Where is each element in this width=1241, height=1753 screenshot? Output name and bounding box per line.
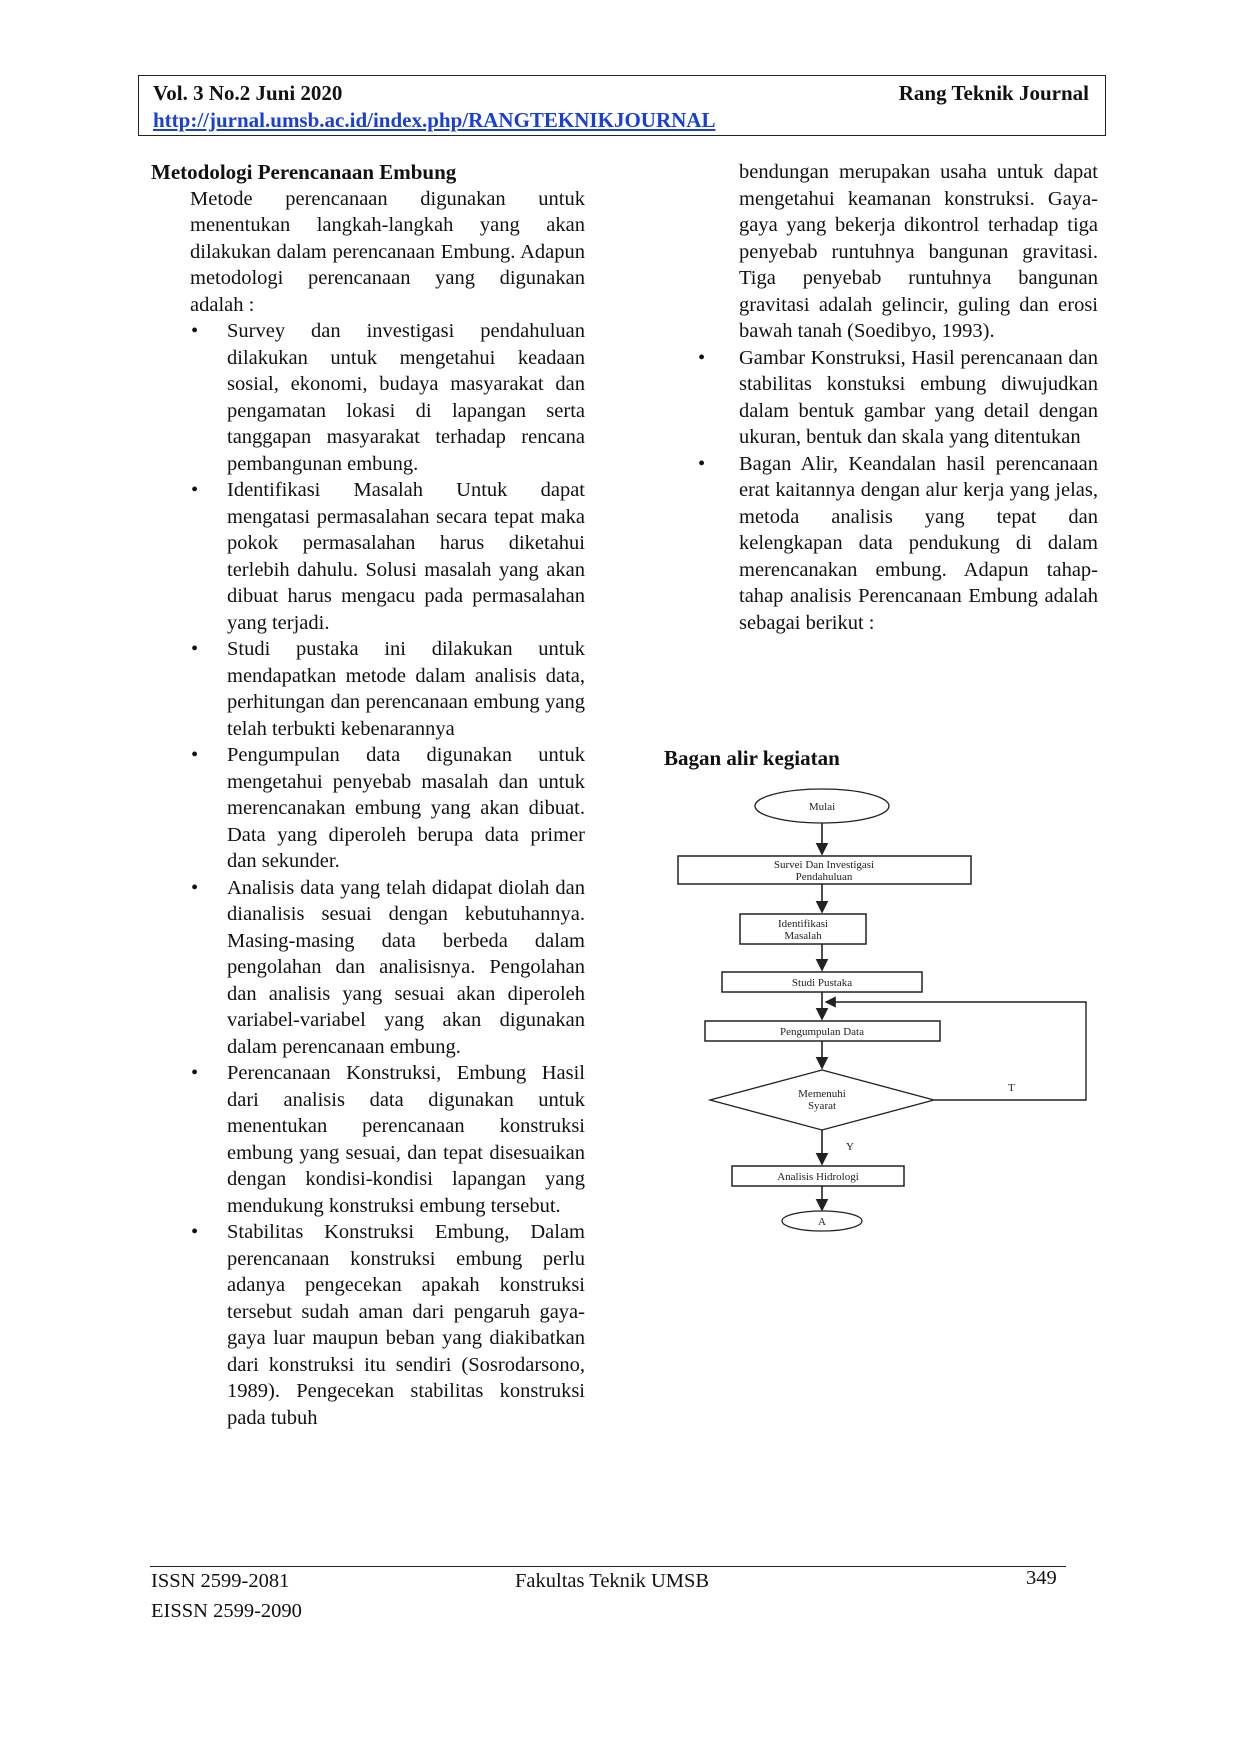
list-item: • Bagan Alir, Keandalan hasil perencanaan erat kaitannya dengan alur kerja yang jelas, metoda analisis yang tepat dan kelengkapan data pendukung di dalam merencanakan embung. Adapun tahap- tahap analisis Perencanaan Embung adalah sebagai berikut :: [698, 452, 1098, 634]
step-literature-label: Studi Pustaka: [791, 977, 853, 989]
bullet-icon: •: [191, 320, 199, 342]
left-column: [151, 159, 585, 1431]
no-label: T: [1008, 1082, 1015, 1094]
bullet-icon: •: [191, 479, 199, 501]
intro-paragraph: Metode perencanaan digunakan untuk menentukan langkah-langkah yang akan dilakukan dalam perencanaan Embung. Adapun metodologi perencanaan yang digunakan adalah :: [190, 187, 585, 316]
step-identification-label: Identifikasi: [777, 918, 829, 930]
journal-url-link[interactable]: http://jurnal.umsb.ac.id/index.php/RANGTEKNIKJOURNAL: [153, 108, 716, 132]
right-column: [664, 159, 1098, 636]
list-item: • Identifikasi Masalah Untuk dapat mengatasi permasalahan secara tepat maka pokok permasalahan harus diketahui terlebih dahulu. Solusi masalah yang akan dibuat harus mengacu pada permasalahan yang terjadi.: [191, 479, 585, 634]
method-list: [151, 318, 585, 1431]
bullet-icon: •: [191, 876, 199, 899]
volume-info: Vol. 3 No.2 Juni 2020: [153, 81, 343, 105]
bullet-icon: •: [191, 744, 199, 766]
step-identification-label-2: Masalah: [784, 930, 822, 942]
list-item: • Survey dan investigasi pendahuluan dilakukan untuk mengetahui keadaan sosial, ekonomi, budaya masyarakat dan pengamatan lokasi di lapangan serta tanggapan masyarakat terhadap rencana pembangunan embung.: [191, 320, 585, 475]
decision-label: Memenuhi: [798, 1088, 846, 1100]
list-item: • Stabilitas Konstruksi Embung, Dalam perencanaan konstruksi embung perlu adanya pengecekan apakah konstruksi tersebut sudah aman dari pengaruh gaya-gaya luar maupun beban yang diakibatkan dari konstruksi itu sendiri (Sosrodarsono, 1989). Pengecekan stabilitas konstruksi pada tubuh: [191, 1221, 585, 1429]
list-item: • Studi pustaka ini dilakukan untuk mendapatkan metode dalam analisis data, perhitungan dan perencanaan embung yang telah terbukti kebenarannya: [191, 638, 585, 740]
faculty-name: Fakultas Teknik UMSB: [515, 1570, 710, 1592]
journal-name: Rang Teknik Journal: [898, 81, 1089, 105]
journal-header: [138, 75, 1106, 136]
list-item: • Perencanaan Konstruksi, Embung Hasil dari analisis data digunakan untuk menentukan perencanaan konstruksi embung yang sesuai, dan tepat disesuaikan dengan kondisi-kondisi lapangan yang mendukung konstruksi embung tersebut.: [191, 1062, 585, 1217]
loop-connector: [826, 1002, 1086, 1100]
continuation-paragraph: bendungan merupakan usaha untuk dapat mengetahui keamanan konstruksi. Gaya-gaya yang bekerja dikontrol terhadap tiga penyebab runtuhnya bangunan gravitasi. Tiga penyebab runtuhnya bangunan gravitasi adalah gelincir, guling dan erosi bawah tanah (Soedibyo, 1993).: [739, 161, 1098, 342]
page-number: 349: [1026, 1567, 1057, 1589]
list-item: • Gambar Konstruksi, Hasil perencanaan dan stabilitas konstuksi embung diwujudkan dalam bentuk gambar yang detail dengan ukuran, bentuk dan skala yang ditentukan: [698, 346, 1098, 448]
eissn: EISSN 2599-2090: [151, 1600, 302, 1622]
flowchart: [670, 782, 1100, 1242]
list-item: • Analisis data yang telah didapat diolah dan dianalisis sesuai dengan kebutuhannya. Masing-masing data berbeda dalam pengolahan dan analisisnya. Pengolahan dan analisis yang sesuai akan diperoleh variabel-variabel yang akan digunakan dalam perencanaan embung.: [191, 876, 585, 1058]
step-hydrology-label: Analisis Hidrologi: [777, 1171, 859, 1183]
bullet-icon: •: [698, 452, 706, 475]
bullet-icon: •: [698, 346, 706, 369]
start-label: Mulai: [808, 801, 836, 813]
flowchart-heading: Bagan alir kegiatan: [664, 746, 840, 770]
yes-label: Y: [846, 1141, 854, 1153]
step-survey-label-2: Pendahuluan: [795, 871, 853, 883]
section-heading: Metodologi Perencanaan Embung: [151, 160, 457, 184]
footer-divider: [150, 1566, 1066, 1567]
connector-label: A: [818, 1216, 826, 1228]
step-data-collection-label: Pengumpulan Data: [779, 1026, 865, 1038]
list-item: • Pengumpulan data digunakan untuk mengetahui penyebab masalah dan untuk merencanakan embung yang akan dibuat. Data yang diperoleh berupa data primer dan sekunder.: [191, 744, 585, 872]
step-survey-label: Survei Dan Investigasi: [773, 859, 875, 871]
issn: ISSN 2599-2081: [151, 1570, 290, 1592]
decision-label-2: Syarat: [807, 1100, 837, 1112]
bullet-icon: •: [191, 1221, 199, 1243]
bullet-icon: •: [191, 1062, 199, 1084]
method-list-continued: [664, 345, 1098, 637]
bullet-icon: •: [191, 638, 199, 660]
